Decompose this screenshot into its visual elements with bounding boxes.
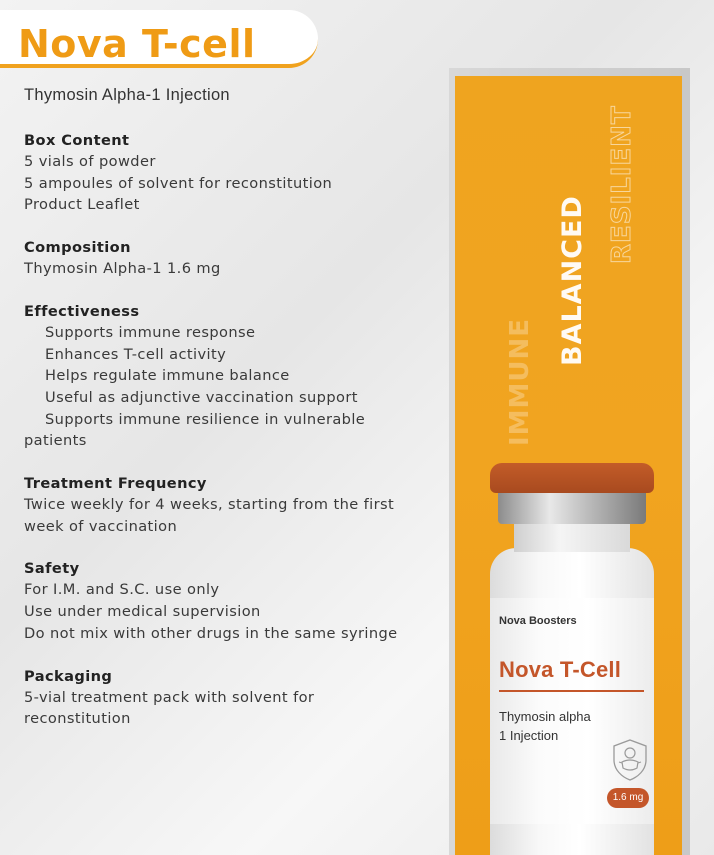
word-immune: IMMUNE [505,317,535,446]
section-heading: Composition [24,239,131,257]
text-line: week of vaccination [24,517,178,535]
vial-product-name: Nova T-Cell [499,657,622,682]
product-details [24,130,424,751]
section-box-content [24,130,424,216]
vial-dose-badge: 1.6 mg [607,788,649,808]
text-line: 5 ampoules of solvent for reconstitution [24,174,333,192]
section-heading: Safety [24,560,80,578]
text-line: Do not mix with other drugs in the same syringe [24,624,398,642]
text-line: 5-vial treatment pack with solvent for [24,688,315,706]
text-line: Thymosin Alpha-1 1.6 mg [24,260,221,278]
vial-neck [514,522,630,552]
section-composition [24,237,424,280]
bullet-item: Supports immune resilience in vulnerable [45,410,366,428]
vial-cap [490,463,654,493]
bullet-continuation: patients [24,432,87,450]
section-packaging [24,666,424,730]
vial-description: Thymosin alpha [499,709,591,724]
section-safety [24,558,424,644]
section-treatment-frequency [24,473,424,537]
bullet-item: Useful as adjunctive vaccination support [45,388,358,406]
text-line: Twice weekly for 4 weeks, starting from the first [24,496,395,514]
section-heading: Effectiveness [24,302,140,320]
word-resilient: RESILIENT [607,105,637,264]
shield-mask-icon [610,738,650,782]
text-line: Use under medical supervision [24,603,261,621]
section-heading: Box Content [24,132,130,149]
text-line: 5 vials of powder [24,153,156,170]
bullet-item: Enhances T-cell activity [45,345,227,363]
section-heading: Packaging [24,667,113,685]
vial-brand: Nova Boosters [499,615,577,627]
vial-description: 1 Injection [499,728,559,743]
text-line: reconstitution [24,710,131,728]
section-effectiveness [24,301,424,452]
bullet-item: Supports immune response [45,323,256,341]
title-banner [0,10,318,68]
page-subtitle: Thymosin Alpha-1 Injection [24,86,230,104]
text-line: For I.M. and S.C. use only [24,581,220,599]
page-title: Nova T-cell [18,22,256,66]
word-balanced: BALANCED [557,195,588,366]
vial-label-rule [499,690,644,692]
text-line: Product Leaflet [24,196,140,214]
section-heading: Treatment Frequency [24,475,207,493]
bullet-item: Helps regulate immune balance [45,367,290,385]
